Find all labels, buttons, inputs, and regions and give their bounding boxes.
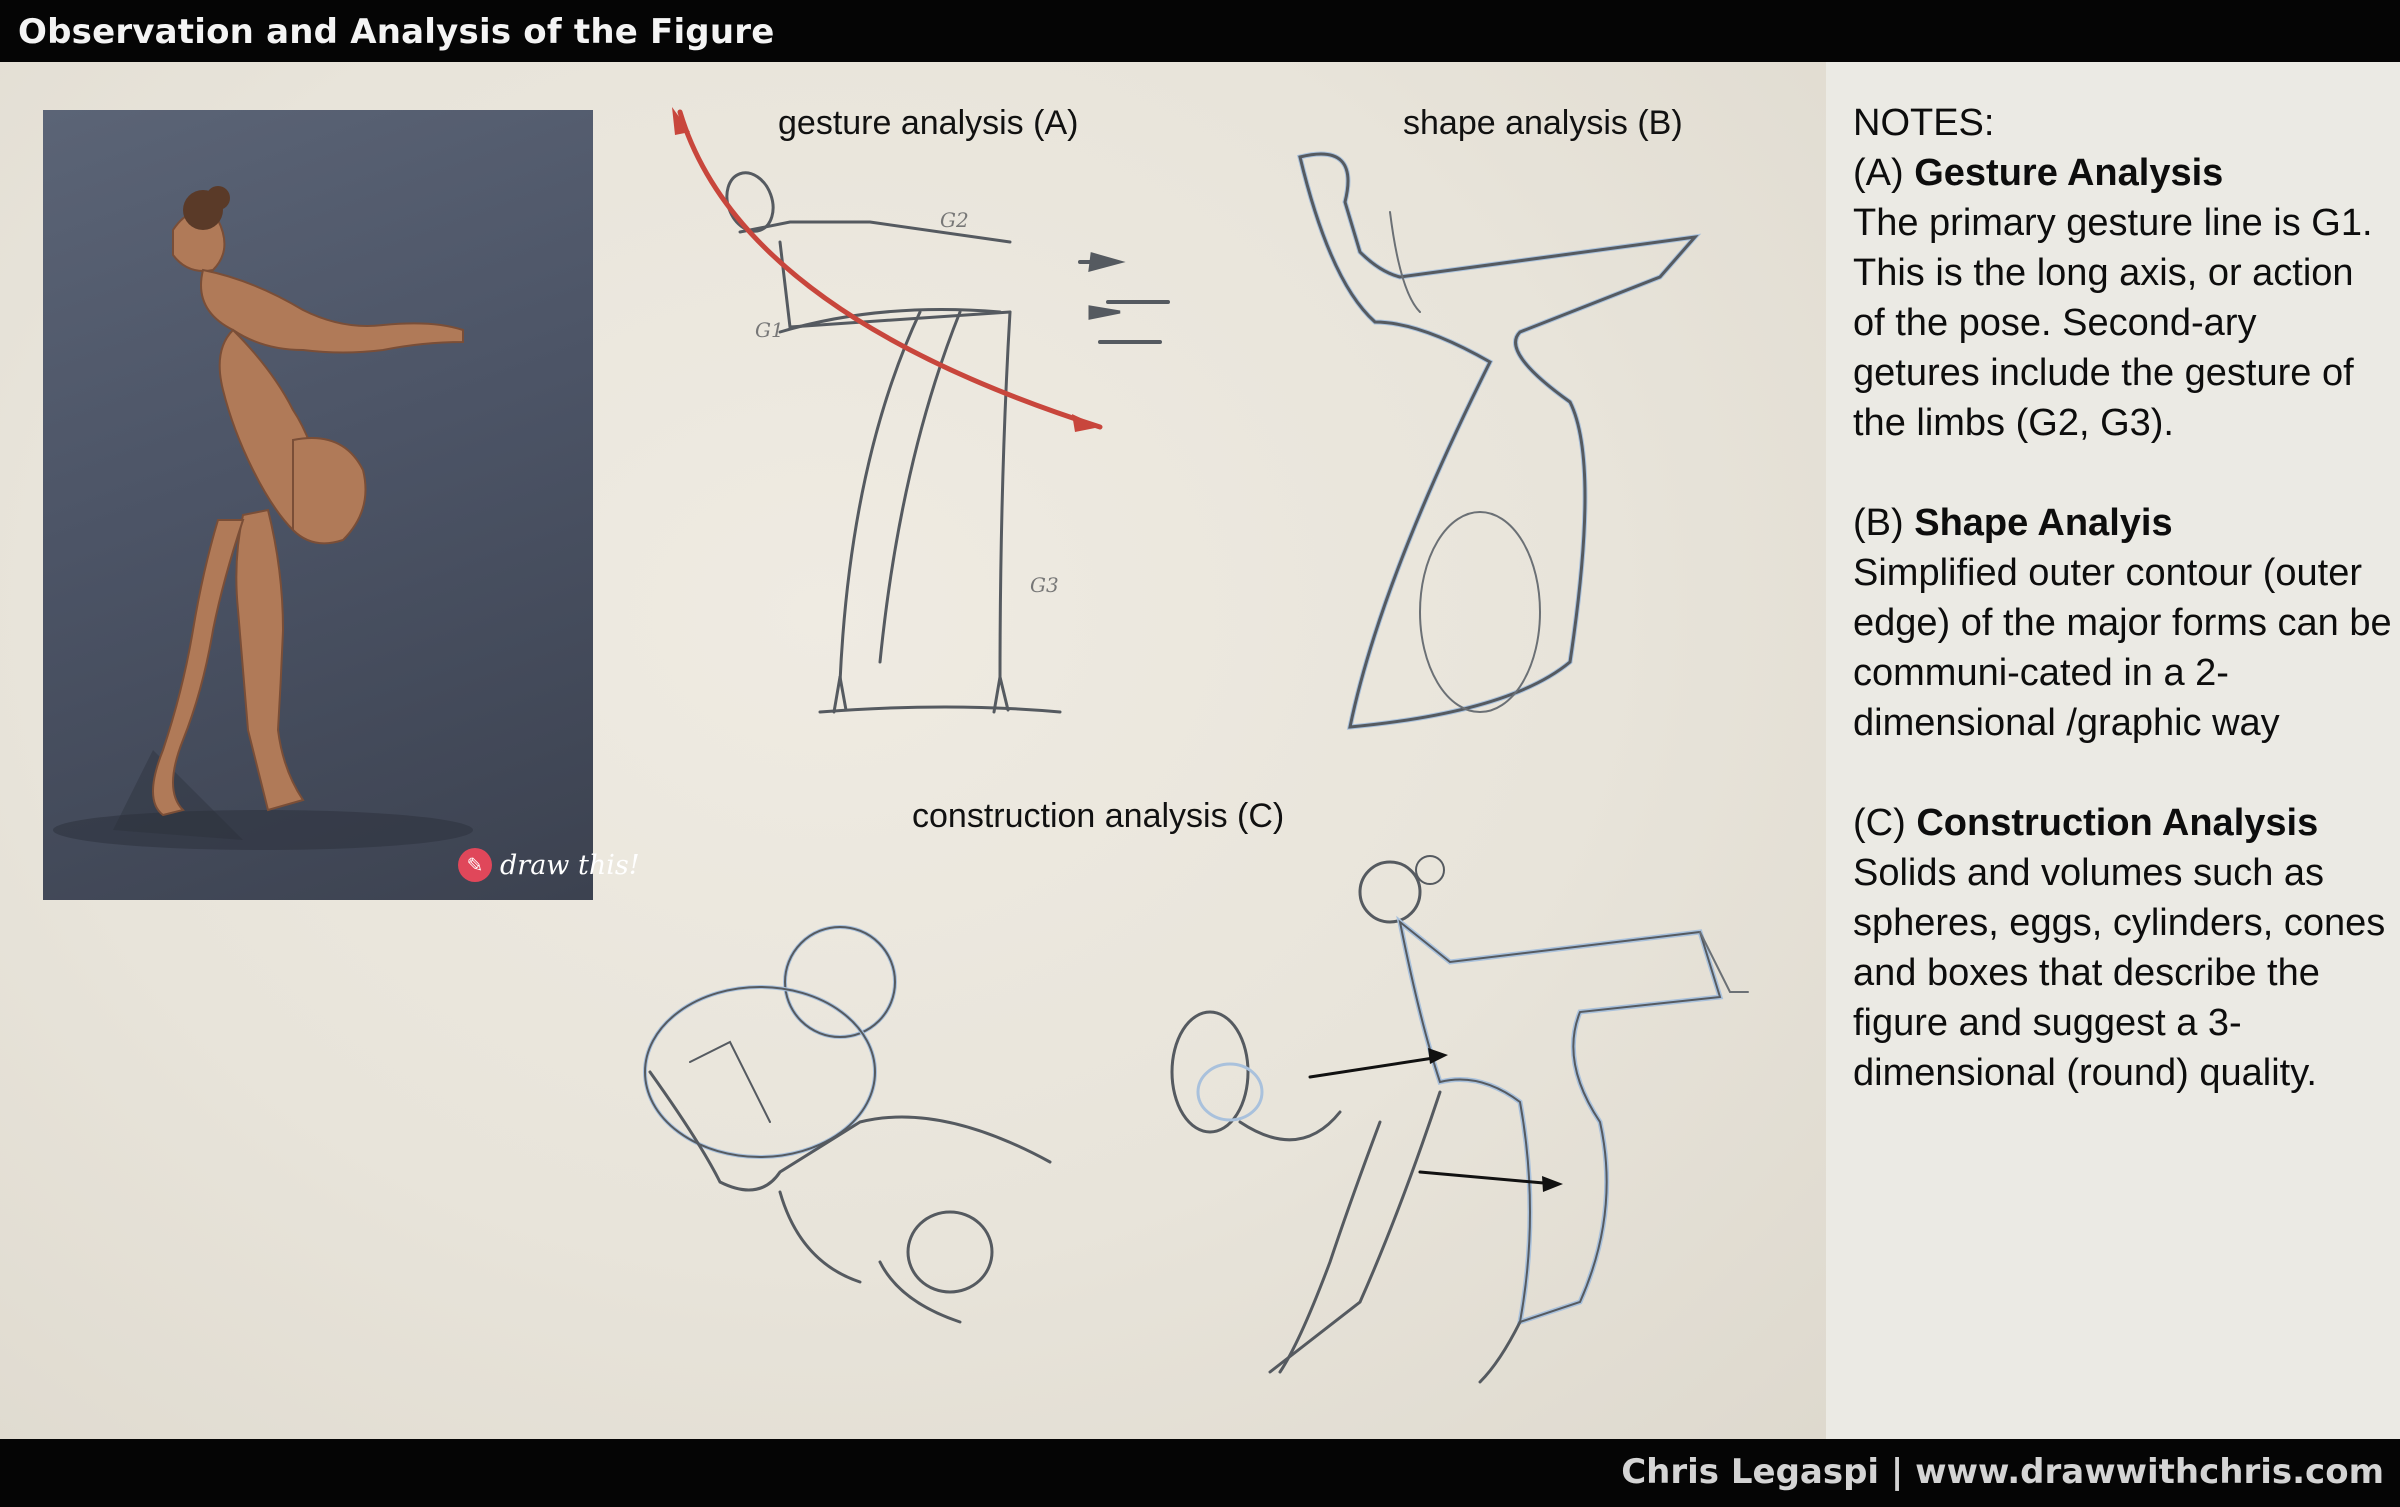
gesture-sketch [719, 166, 1168, 712]
page-title: Observation and Analysis of the Figure [18, 12, 775, 52]
title-bar [0, 0, 2400, 62]
notes-b-title [1853, 498, 2393, 548]
notes-b-prefix: (B) [1853, 502, 1904, 544]
notes-a-title-text: Gesture Analysis [1914, 152, 2224, 194]
construction-figure-sketch [1172, 856, 1748, 1382]
label-shape-analysis: shape analysis (B) [1403, 104, 1683, 142]
notes-text [1853, 98, 2393, 1098]
notes-heading: NOTES: [1853, 102, 1995, 144]
gesture-line-g1 [680, 112, 1100, 427]
footer-credit: Chris Legaspi | www.drawwithchris.com [1621, 1452, 2384, 1492]
pencil-logo-icon: ✎ [458, 848, 492, 882]
mark-g3: G3 [1030, 573, 1059, 597]
mark-g2: G2 [940, 208, 969, 232]
shape-sketch [1300, 154, 1695, 727]
mark-g1: G1 [755, 318, 784, 342]
notes-c-title-text: Construction Analysis [1916, 802, 2319, 844]
notes-spacer [1853, 748, 2393, 798]
badge-text: draw this! [500, 849, 640, 881]
notes-spacer [1853, 448, 2393, 498]
footer-bar [0, 1439, 2400, 1507]
label-construction-analysis: construction analysis (C) [912, 797, 1285, 835]
notes-a-body: The primary gesture line is G1. This is the long axis, or action of the pose. Second-ary getures include the gesture of the limbs (G2, G3). [1853, 202, 2373, 444]
notes-a-title [1853, 148, 2393, 198]
notes-c-title [1853, 798, 2393, 848]
sketch-drawings [0, 62, 1826, 1439]
notes-c-prefix: (C) [1853, 802, 1906, 844]
notes-c-body: Solids and volumes such as spheres, eggs, cylinders, cones and boxes that describe the figure and suggest a 3-dimensional (round) quality. [1853, 852, 2386, 1094]
construction-head-sketch [645, 927, 1050, 1322]
notes-b-body: Simplified outer contour (outer edge) of the major forms can be communi-cated in a 2-dimensional /graphic way [1853, 552, 2392, 744]
label-gesture-analysis: gesture analysis (A) [778, 104, 1079, 142]
notes-a-prefix: (A) [1853, 152, 1904, 194]
notes-b-title-text: Shape Analyis [1914, 502, 2173, 544]
gesture-line-g1-arrowhead-end [1072, 414, 1100, 432]
sketch-paper [0, 62, 1826, 1439]
